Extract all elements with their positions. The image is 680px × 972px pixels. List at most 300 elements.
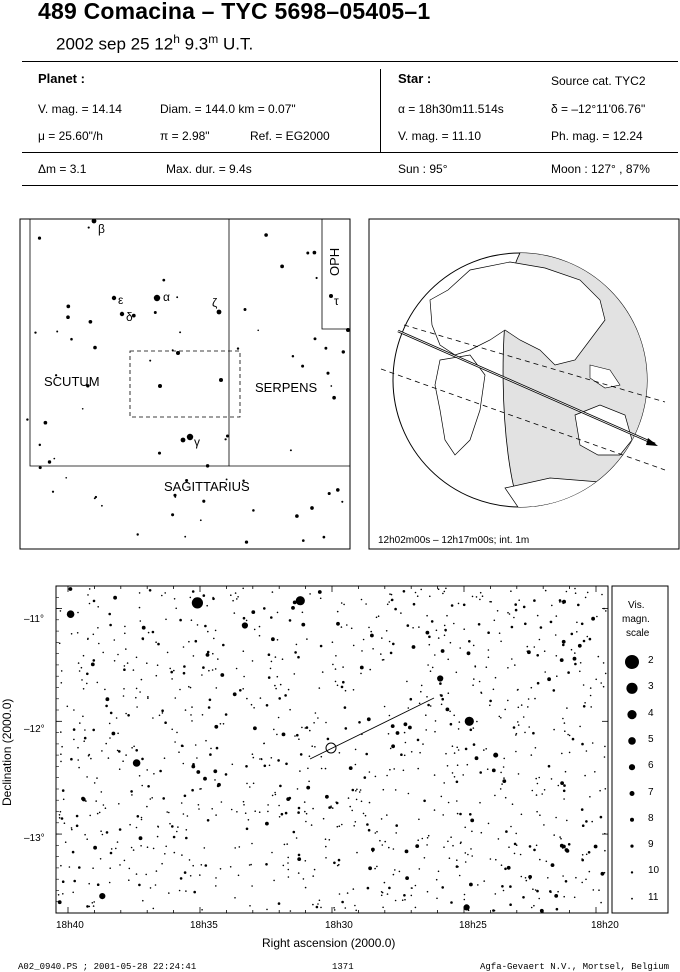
field-star <box>527 651 529 653</box>
field-star <box>277 759 280 762</box>
field-star <box>590 706 592 708</box>
field-star <box>201 864 203 866</box>
field-star <box>191 619 193 621</box>
legend-dot <box>631 871 633 873</box>
field-star <box>87 638 89 640</box>
field-star <box>243 650 245 652</box>
field-star <box>192 763 195 766</box>
field-star <box>223 723 225 725</box>
field-star <box>153 773 155 775</box>
field-star <box>271 757 273 759</box>
field-star <box>479 802 481 804</box>
field-star <box>483 880 485 882</box>
finder-star <box>302 539 305 542</box>
field-star <box>312 904 314 906</box>
planet-vmag: V. mag. = 14.14 <box>38 102 122 116</box>
field-star <box>438 871 440 873</box>
field-star <box>285 812 288 815</box>
finder-star <box>65 477 67 479</box>
field-star <box>127 662 129 664</box>
field-star <box>363 639 365 641</box>
field-star <box>197 624 199 626</box>
field-star <box>62 789 65 792</box>
field-star <box>369 771 371 773</box>
field-star <box>341 602 343 604</box>
field-star <box>109 737 111 739</box>
field-star <box>101 750 103 752</box>
field-star <box>510 590 512 592</box>
field-star <box>518 707 520 709</box>
field-star <box>140 620 142 622</box>
field-star <box>282 658 284 660</box>
field-star <box>532 790 534 792</box>
field-star <box>367 717 371 721</box>
field-star <box>551 863 555 867</box>
field-star <box>533 849 536 852</box>
field-star <box>73 739 75 741</box>
y-tick-11: –11° <box>24 614 44 625</box>
field-star <box>449 711 451 713</box>
field-star <box>591 617 595 621</box>
field-star <box>259 811 261 813</box>
field-star <box>171 678 173 680</box>
field-star <box>535 778 537 780</box>
field-star <box>434 654 436 656</box>
field-star <box>273 729 275 731</box>
field-star <box>476 596 478 598</box>
field-stars <box>58 587 607 913</box>
finder-star <box>48 460 51 463</box>
finder-star <box>264 233 268 237</box>
field-star <box>301 727 303 729</box>
legend-dot <box>631 898 633 900</box>
field-star <box>434 774 436 776</box>
field-star <box>220 673 224 677</box>
star-vmag: V. mag. = 11.10 <box>398 129 482 143</box>
field-star <box>71 829 73 831</box>
field-star <box>389 641 391 643</box>
field-star <box>458 728 460 730</box>
finder-star <box>101 505 103 507</box>
field-star <box>251 610 255 614</box>
field-star <box>376 866 378 868</box>
field-star <box>448 802 450 804</box>
field-star <box>444 625 446 627</box>
field-star <box>297 788 299 790</box>
field-star <box>79 670 81 672</box>
field-star <box>586 854 588 856</box>
legend-items <box>625 655 639 900</box>
field-star <box>306 638 308 640</box>
finder-star <box>92 219 97 224</box>
field-star <box>355 749 357 751</box>
field-star <box>383 659 385 661</box>
field-star <box>439 682 442 685</box>
field-star <box>483 749 485 751</box>
field-star <box>441 698 444 701</box>
field-star <box>321 768 323 770</box>
field-star <box>590 695 592 697</box>
field-star <box>501 864 503 866</box>
field-star <box>427 837 429 839</box>
field-star <box>183 672 186 675</box>
field-star <box>438 637 440 639</box>
legend-dot <box>626 683 637 694</box>
field-star <box>336 802 339 805</box>
field-star <box>93 659 96 662</box>
field-star <box>518 724 520 726</box>
finder-star <box>346 328 350 332</box>
field-star <box>147 785 150 788</box>
field-star <box>191 720 193 722</box>
field-star <box>560 844 564 848</box>
field-star <box>207 631 209 633</box>
field-star <box>204 625 207 628</box>
field-star <box>440 694 443 697</box>
field-star <box>206 605 208 607</box>
field-star <box>575 592 577 594</box>
finder-star <box>313 251 317 255</box>
field-star <box>459 875 461 877</box>
finder-star <box>226 434 229 437</box>
field-star <box>73 709 75 711</box>
field-star <box>563 790 566 793</box>
field-star <box>335 655 337 657</box>
field-star <box>320 598 322 600</box>
label-zeta: ζ <box>212 296 218 310</box>
field-star <box>585 820 588 823</box>
field-star <box>170 671 173 674</box>
field-star <box>185 709 187 711</box>
field-star <box>372 851 374 853</box>
field-star <box>267 804 269 806</box>
field-star <box>566 707 568 709</box>
field-star <box>325 838 327 840</box>
field-star <box>522 896 525 899</box>
field-star <box>123 688 125 690</box>
field-star <box>198 808 200 810</box>
field-star <box>425 729 427 731</box>
field-star <box>193 891 196 894</box>
field-star <box>211 808 213 810</box>
field-star <box>444 629 447 632</box>
field-star <box>567 671 570 674</box>
finder-star <box>120 312 124 316</box>
field-star <box>400 612 402 614</box>
field-star <box>139 607 141 609</box>
field-star <box>510 826 512 828</box>
field-star <box>383 789 385 791</box>
field-star <box>93 600 96 603</box>
finder-star <box>149 360 151 362</box>
field-star <box>454 776 456 778</box>
field-star <box>531 754 533 756</box>
field-star <box>278 805 280 807</box>
field-star <box>62 880 65 883</box>
field-star <box>561 601 563 603</box>
field-star <box>489 700 492 703</box>
field-star <box>195 744 197 746</box>
field-star <box>563 896 565 898</box>
field-star <box>77 612 79 614</box>
field-star <box>512 803 514 805</box>
field-star <box>565 771 567 773</box>
field-star <box>156 675 158 677</box>
field-star <box>339 752 341 754</box>
field-star <box>354 905 356 907</box>
field-star <box>462 774 464 776</box>
finder-star <box>26 418 28 420</box>
field-star <box>583 705 586 708</box>
field-star <box>207 651 210 654</box>
field-star <box>381 637 383 639</box>
field-star <box>322 671 324 673</box>
field-star <box>500 641 502 643</box>
field-star <box>495 859 497 861</box>
field-star <box>443 782 445 784</box>
finder-star <box>89 320 93 324</box>
field-star <box>131 794 133 796</box>
field-star <box>559 836 561 838</box>
field-star <box>265 863 268 866</box>
field-star <box>245 765 248 768</box>
field-star <box>388 601 390 603</box>
bright-star <box>99 893 105 899</box>
field-star <box>103 804 105 806</box>
field-star <box>274 685 276 687</box>
field-star <box>97 813 99 815</box>
field-star <box>514 843 517 846</box>
field-star <box>497 610 499 612</box>
field-star <box>59 643 61 645</box>
field-star <box>393 848 395 850</box>
field-star <box>220 868 222 870</box>
field-star <box>104 689 106 691</box>
field-star <box>89 588 91 590</box>
field-star <box>595 679 597 681</box>
field-star <box>339 893 341 895</box>
field-star <box>97 627 99 629</box>
field-star <box>403 770 405 772</box>
field-star <box>81 679 83 681</box>
field-star <box>210 748 212 750</box>
field-star <box>352 789 355 792</box>
field-star <box>478 623 481 626</box>
field-star <box>105 743 107 745</box>
field-star <box>564 730 566 732</box>
field-star <box>470 729 473 732</box>
legend-mag-label: 8 <box>648 812 654 824</box>
field-star <box>345 727 348 730</box>
field-star <box>445 588 447 590</box>
field-star <box>523 606 526 609</box>
field-star <box>389 593 391 595</box>
field-star <box>96 777 98 779</box>
field-star <box>208 670 210 672</box>
field-star <box>505 830 508 833</box>
field-star <box>355 790 357 792</box>
field-star <box>417 839 419 841</box>
field-star <box>175 697 177 699</box>
field-star <box>563 798 565 800</box>
field-star <box>93 905 95 907</box>
field-star <box>181 854 183 856</box>
field-star <box>86 838 88 840</box>
field-star <box>230 866 232 868</box>
bright-stars <box>67 596 498 910</box>
finder-star <box>171 513 174 516</box>
field-star <box>508 846 510 848</box>
field-star <box>212 653 214 655</box>
field-star <box>252 660 254 662</box>
field-star <box>58 900 62 904</box>
field-star <box>308 781 310 783</box>
finder-star <box>154 311 157 314</box>
field-star <box>315 712 317 714</box>
delta-magnitude: Δm = 3.1 <box>38 162 87 176</box>
field-star <box>290 910 292 912</box>
field-star <box>537 615 539 617</box>
field-star <box>428 636 431 639</box>
field-star <box>351 628 353 630</box>
field-star <box>288 876 290 878</box>
field-star <box>396 731 400 735</box>
field-star <box>436 879 438 881</box>
field-star <box>153 848 155 850</box>
field-star <box>365 815 367 817</box>
field-star <box>603 662 605 664</box>
field-star <box>209 753 212 756</box>
field-star <box>102 652 104 654</box>
field-star <box>119 768 121 770</box>
field-star <box>574 897 576 899</box>
finder-star <box>324 347 327 350</box>
field-star <box>254 810 256 812</box>
field-star <box>532 732 535 735</box>
field-star <box>553 834 555 836</box>
field-star <box>139 836 143 840</box>
field-star <box>386 814 388 816</box>
planet-heading: Planet : <box>38 71 85 86</box>
field-star <box>467 651 471 655</box>
finder-star <box>310 506 314 510</box>
field-star <box>124 860 126 862</box>
field-star <box>569 735 571 737</box>
field-star <box>239 689 242 692</box>
field-star <box>131 747 133 749</box>
field-star <box>131 847 133 849</box>
field-star <box>260 697 262 699</box>
field-star <box>88 755 90 757</box>
field-star <box>282 733 286 737</box>
label-epsilon: ε <box>118 293 124 307</box>
field-star <box>146 662 148 664</box>
field-star <box>146 806 148 808</box>
field-star <box>463 604 466 607</box>
field-star <box>488 823 490 825</box>
field-star <box>215 630 217 632</box>
finder-star <box>94 497 96 499</box>
field-star <box>562 603 564 605</box>
field-star <box>560 838 562 840</box>
field-star <box>138 884 141 887</box>
field-star <box>604 850 606 852</box>
field-star <box>153 908 155 910</box>
field-star <box>361 801 363 803</box>
field-star <box>236 668 238 670</box>
field-star <box>89 603 91 605</box>
finder-star <box>181 438 186 443</box>
finder-star <box>93 346 97 350</box>
field-star <box>60 753 62 755</box>
field-star <box>444 591 446 593</box>
field-star <box>557 891 559 893</box>
field-star <box>254 629 256 631</box>
field-star <box>127 714 130 717</box>
field-star <box>139 592 141 594</box>
field-star <box>429 596 431 598</box>
field-star <box>86 905 89 908</box>
field-star <box>404 755 406 757</box>
legend-title-2: magn. <box>622 614 650 625</box>
field-star <box>213 638 215 640</box>
field-star <box>164 757 166 759</box>
field-star <box>360 789 362 791</box>
field-star <box>183 763 185 765</box>
field-star <box>445 753 447 755</box>
field-star <box>190 687 192 689</box>
field-star <box>404 722 408 726</box>
field-star <box>268 676 271 679</box>
field-star <box>384 882 386 884</box>
field-star <box>471 855 473 857</box>
field-star <box>604 756 606 758</box>
field-star <box>305 727 307 729</box>
legend-mag-label: 4 <box>648 707 654 719</box>
field-star <box>546 861 548 863</box>
field-star <box>306 786 310 790</box>
field-star <box>589 796 591 798</box>
field-star <box>190 875 192 877</box>
field-star <box>579 726 581 728</box>
field-star <box>369 802 371 804</box>
field-star <box>77 759 79 761</box>
field-star <box>289 709 291 711</box>
finder-star <box>217 310 222 315</box>
field-star <box>468 640 471 643</box>
field-star <box>524 732 526 734</box>
field-star <box>449 857 451 859</box>
field-star <box>452 745 454 747</box>
field-star <box>400 753 403 756</box>
field-star <box>249 786 251 788</box>
field-star <box>141 819 143 821</box>
field-star <box>395 832 397 834</box>
field-star <box>419 703 421 705</box>
field-star <box>208 706 211 709</box>
field-star <box>243 801 245 803</box>
field-star <box>581 743 584 746</box>
field-star <box>87 594 89 596</box>
field-star <box>391 744 395 748</box>
field-star <box>361 650 363 652</box>
field-star <box>191 789 194 792</box>
field-star <box>421 685 423 687</box>
y-tick-13: –13° <box>24 833 45 844</box>
field-star <box>472 684 474 686</box>
field-star <box>465 861 467 863</box>
field-star <box>278 697 281 700</box>
